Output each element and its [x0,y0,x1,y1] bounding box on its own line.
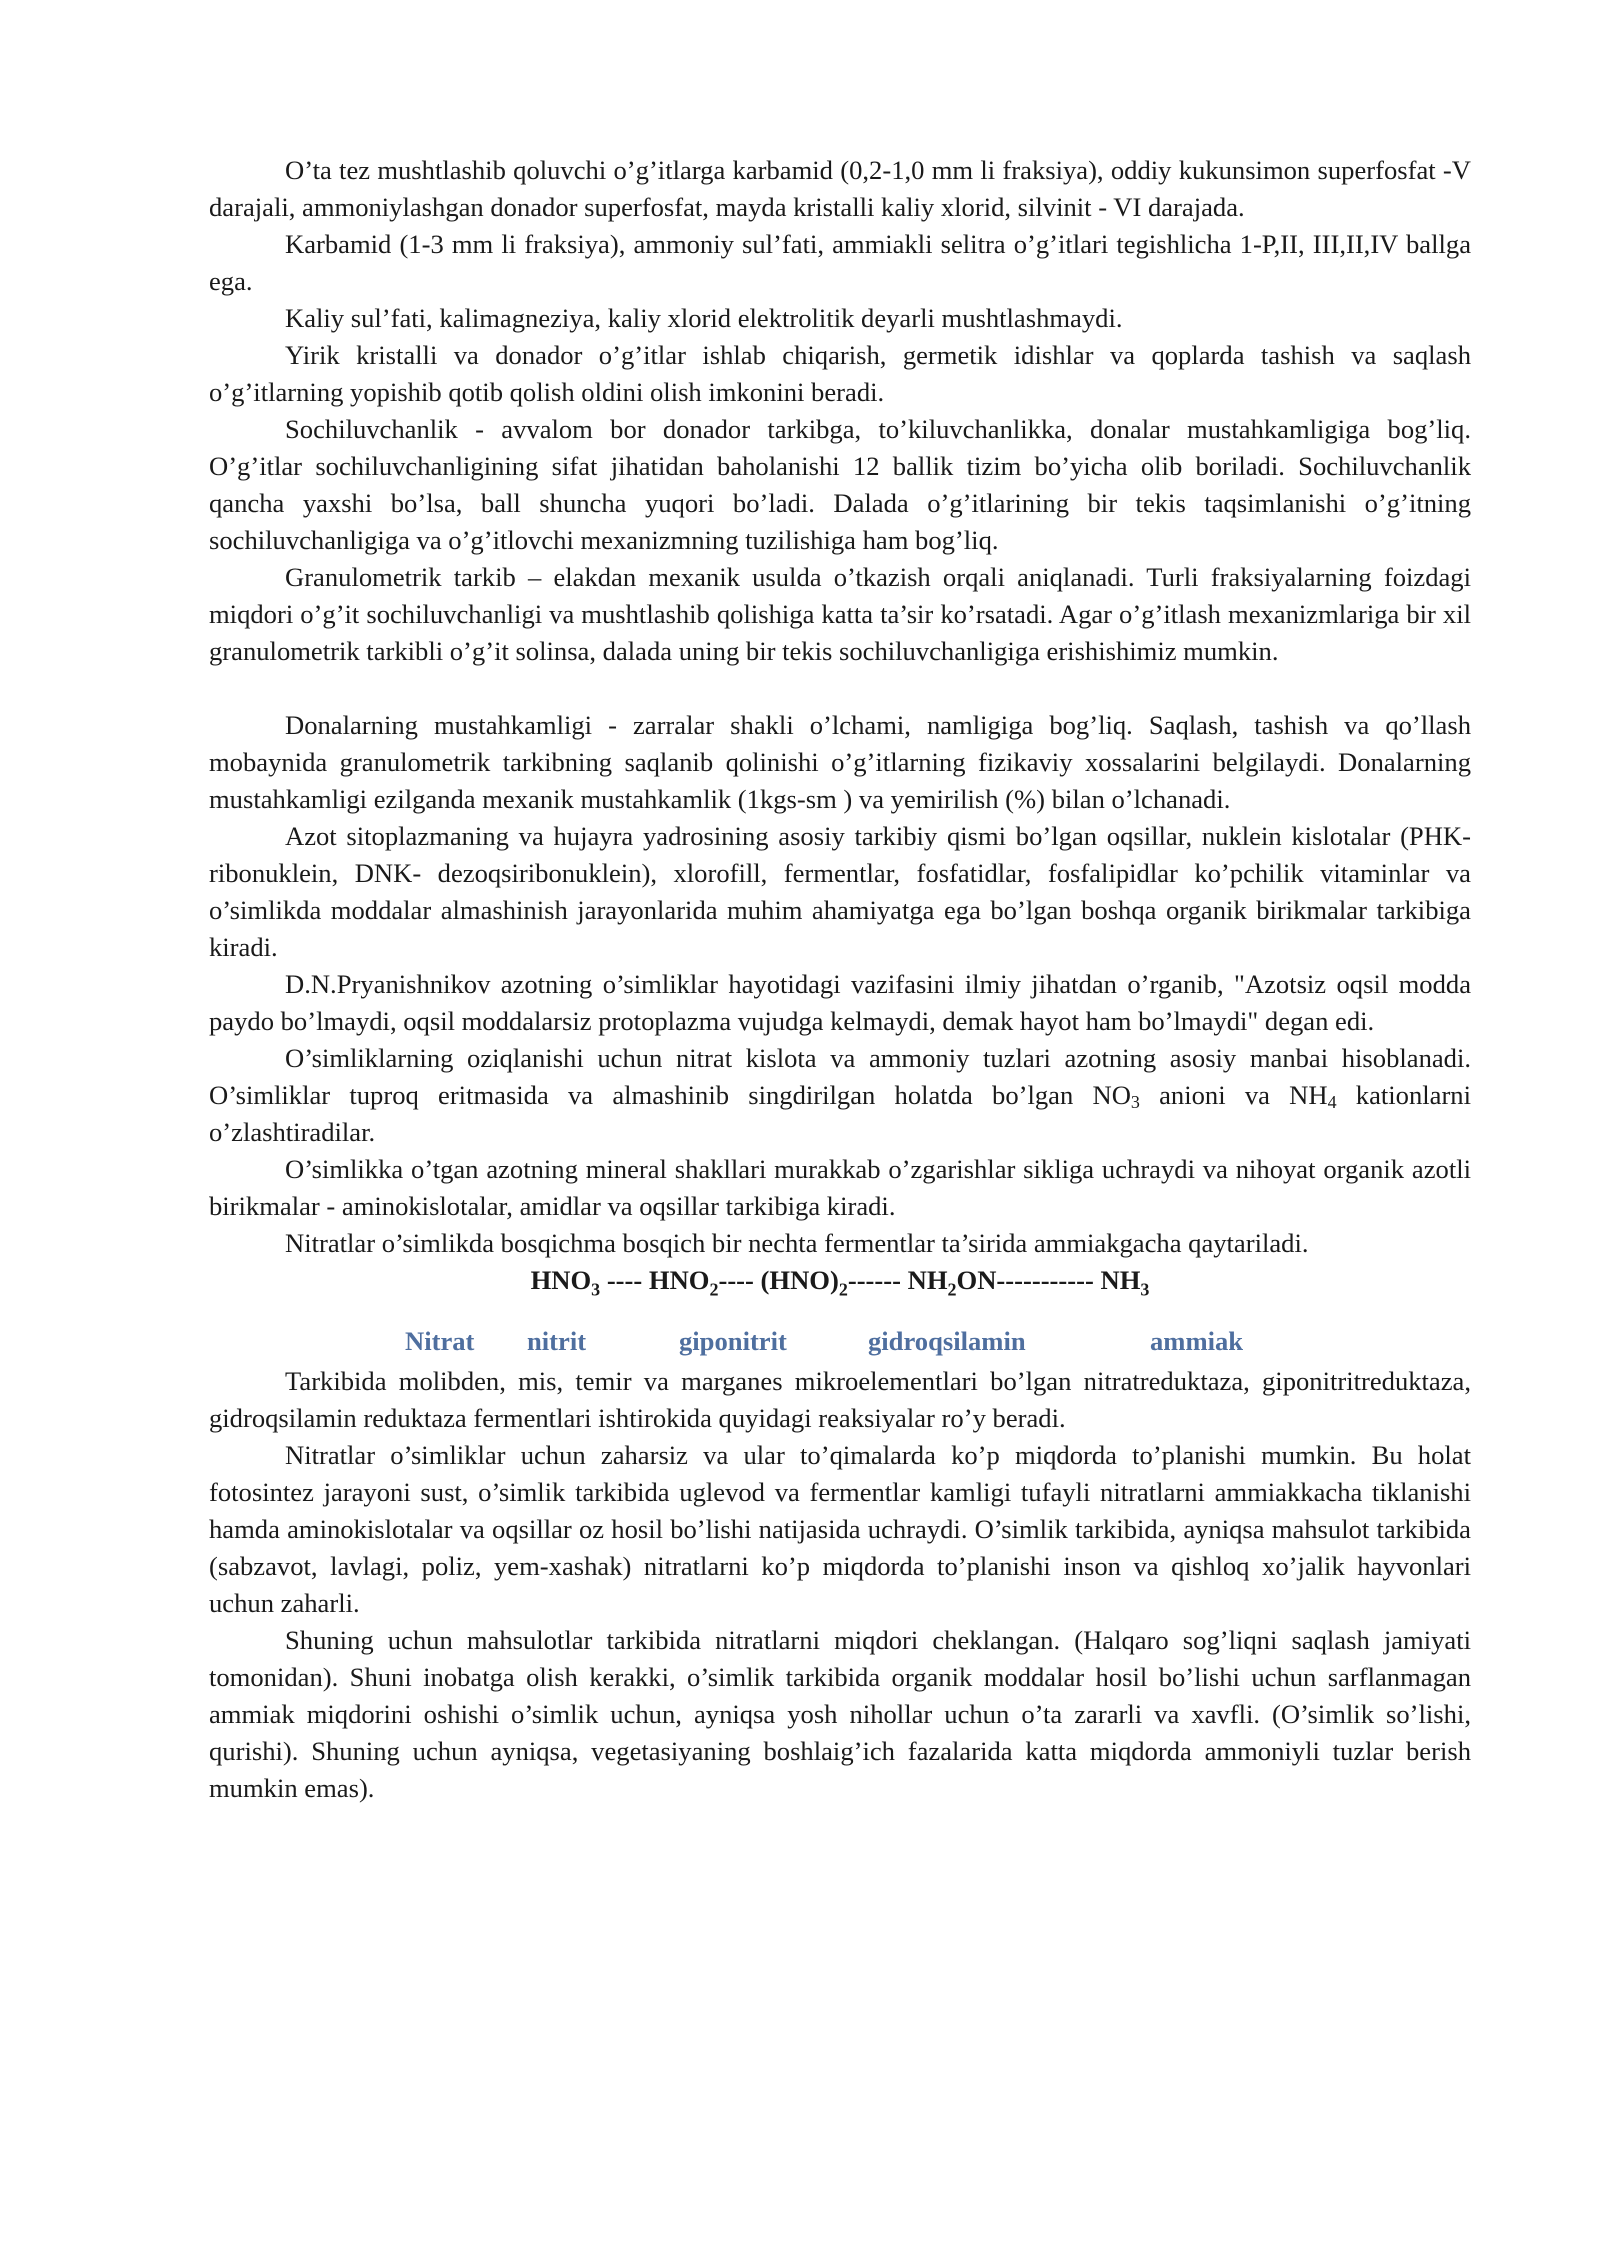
ammonium-subscript: 4 [1327,1092,1337,1112]
label-gidroqsilamin: gidroqsilamin [868,1326,1026,1356]
paragraph-nitrate-limits: Shuning uchun mahsulotlar tarkibida nitratlarni miqdori cheklangan. (Halqaro sog’liqni saqlash jamiyati tomonidan). Shuni inobatga olish kerakki, o’simlik tarkibida organik moddalar hosil bo’lishi uchun sarflanmagan ammiak miqdorini oshishi o’simlik uchun, ayniqsa yosh nihollar uchun o’ta zararli va xavfli. (O’simlik so’lishi, qurishi). Shuning uchun ayniqsa, vegetasiyaning boshlaig’ich fazalarida katta miqdorda ammoniyli tuzlar berish mumkin emas). [209,1625,1471,1803]
paragraph-potassium-sulfate: Kaliy sul’fati, kalimagneziya, kaliy xlorid elektrolitik deyarli mushtlashmaydi. [285,303,1123,333]
label-giponitrit: giponitrit [679,1326,787,1356]
formula-sub: 2 [838,1279,848,1300]
formula-nh2on: ------ NH [847,1265,948,1295]
formula-sub: 2 [709,1279,719,1300]
formula-nh3: ON----------- NH [956,1265,1141,1295]
label-ammiak: ammiak [1150,1326,1244,1356]
label-nitrat: Nitrat [405,1326,475,1356]
formula-sub: 2 [947,1279,957,1300]
paragraph-granule-strength: Donalarning mustahkamligi - zarralar shakli o’lchami, namligiga bog’liq. Saqlash, tashish va qo’llash mobaynida granulometrik tarkibning saqlanib qolinishi o’g’itlarning fizikaviy xossalarini belgilaydi. Donalarning mustahkamligi ezilganda mexanik mustahkamlik (1kgs-sm ) va yemirilish (%) bilan o’lchanadi. [209,710,1471,814]
blank-line [209,670,1471,707]
nitrogen-text-3: kationlarni o’zlashtiradilar. [209,1080,1471,1147]
formula-sub: 3 [591,1279,601,1300]
paragraph-nitrate-reduction: Nitratlar o’simlikda bosqichma bosqich bir nechta fermentlar ta’sirida ammiakgacha qaytariladi. [285,1228,1309,1258]
formula-hno2-dimer: ---- (HNO) [718,1265,839,1295]
label-nitrit: nitrit [527,1326,587,1356]
paragraph-enzymes: Tarkibida molibden, mis, temir va marganes mikroelementlari bo’lgan nitratreduktaza, giponitritreduktaza, gidroqsilamin reduktaza fermentlari ishtirokida quyidagi reaksiyalar ro’y beradi. [209,1366,1471,1433]
formula-sub: 3 [1140,1279,1150,1300]
paragraph-pryanishnikov: D.N.Pryanishnikov azotning o’simliklar hayotidagi vazifasini ilmiy jihatdan o’rganib, "Azotsiz oqsil modda paydo bo’lmaydi, oqsil moddalarsiz protoplazma vujudga kelmaydi, demak hayot ham bo’lmaydi" degan edi. [209,969,1471,1036]
paragraph-nitrogen-role: Azot sitoplazmaning va hujayra yadrosining asosiy tarkibiy qismi bo’lgan oqsillar, nuklein kislotalar (PHK- ribonuklein, DNK- dezoqsiribonuklein), xlorofill, fermentlar, fosfatidlar, fosfalipidlar ko’pchilik vitaminlar va o’simlikda moddalar almashinish jarayonlarida muhim ahamiyatga ega bo’lgan boshqa organik birikmalar tarkibiga kiradi. [209,821,1471,962]
nitrate-subscript: 3 [1130,1092,1140,1112]
paragraph-storage: Yirik kristalli va donador o’g’itlar ishlab chiqarish, germetik idishlar va qoplarda tashish va saqlash o’g’itlarning yopishib qotib qolish oldini olish imkonini beradi. [209,340,1471,407]
nitrogen-text-2: anioni va NH [1139,1080,1328,1110]
paragraph-caking-classes: O’ta tez mushtlashib qoluvchi o’g’itlarga karbamid (0,2-1,0 mm li fraksiya), oddiy kukunsimon superfosfat -V darajali, ammoniylashgan donador superfosfat, mayda kristalli kaliy xlorid, silvinit - VI darajada. [209,155,1471,222]
reduction-formula [209,1262,1471,1299]
paragraph-nitrogen-sources [209,1040,1471,1151]
paragraph-granulometric: Granulometrik tarkib – elakdan mexanik usulda o’tkazish orqali aniqlanadi. Turli fraksiyalarning foizdagi miqdori o’g’it sochiluvchanligi va mushtlashib qolishiga katta ta’sir ko’rsatadi. Agar o’g’itlash mexanizmlariga bir xil granulometrik tarkibli o’g’it solinsa, dalada uning bir tekis sochiluvchanligiga erishishimiz mumkin. [209,562,1471,666]
paragraph-mineral-forms: O’simlikka o’tgan azotning mineral shakllari murakkab o’zgarishlar sikliga uchraydi va nihoyat organik azotli birikmalar - aminokislotalar, amidlar va oqsillar tarkibiga kiradi. [209,1154,1471,1221]
formula-hno3: HNO [530,1265,592,1295]
formula-labels [209,1299,1471,1363]
paragraph-flowability: Sochiluvchanlik - avvalom bor donador tarkibga, to’kiluvchanlikka, donalar mustahkamligiga bog’liq. O’g’itlar sochiluvchanligining sifat jihatidan baholanishi 12 ballik tizim bo’yicha olib boriladi. Sochiluvchanlik qancha yaxshi bo’lsa, ball shuncha yuqori bo’ladi. Dalada o’g’itlarining bir tekis taqsimlanishi o’g’itning sochiluvchanligiga va o’g’itlovchi mexanizmning tuzilishiga ham bog’liq. [209,414,1471,555]
formula-hno2: ---- HNO [600,1265,710,1295]
paragraph-carbamide-fractions: Karbamid (1-3 mm li fraksiya), ammoniy sul’fati, ammiakli selitra o’g’itlari tegishlicha 1-P,II, III,II,IV ballga ega. [209,229,1471,296]
document-page [209,152,1471,1807]
nitrogen-text-1: O’simliklarning oziqlanishi uchun nitrat kislota va ammoniy tuzlari azotning asosiy manbai hisoblanadi. O’simliklar tuproq eritmasida va almashinib singdirilgan holatda bo’lgan NO [209,1043,1471,1110]
paragraph-nitrate-accumulation: Nitratlar o’simliklar uchun zaharsiz va ular to’qimalarda ko’p miqdorda to’planishi mumkin. Bu holat fotosintez jarayoni sust, o’simlik tarkibida uglevod va fermentlar kamligi tufayli nitratlarni ammiakkacha tiklanishi hamda aminokislotalar va oqsillar oz hosil bo’lishi natijasida uchraydi. O’simlik tarkibida, ayniqsa mahsulot tarkibida (sabzavot, lavlagi, poliz, yem-xashak) nitratlarni ko’p miqdorda to’planishi inson va qishloq xo’jalik hayvonlari uchun zaharli. [209,1440,1471,1618]
